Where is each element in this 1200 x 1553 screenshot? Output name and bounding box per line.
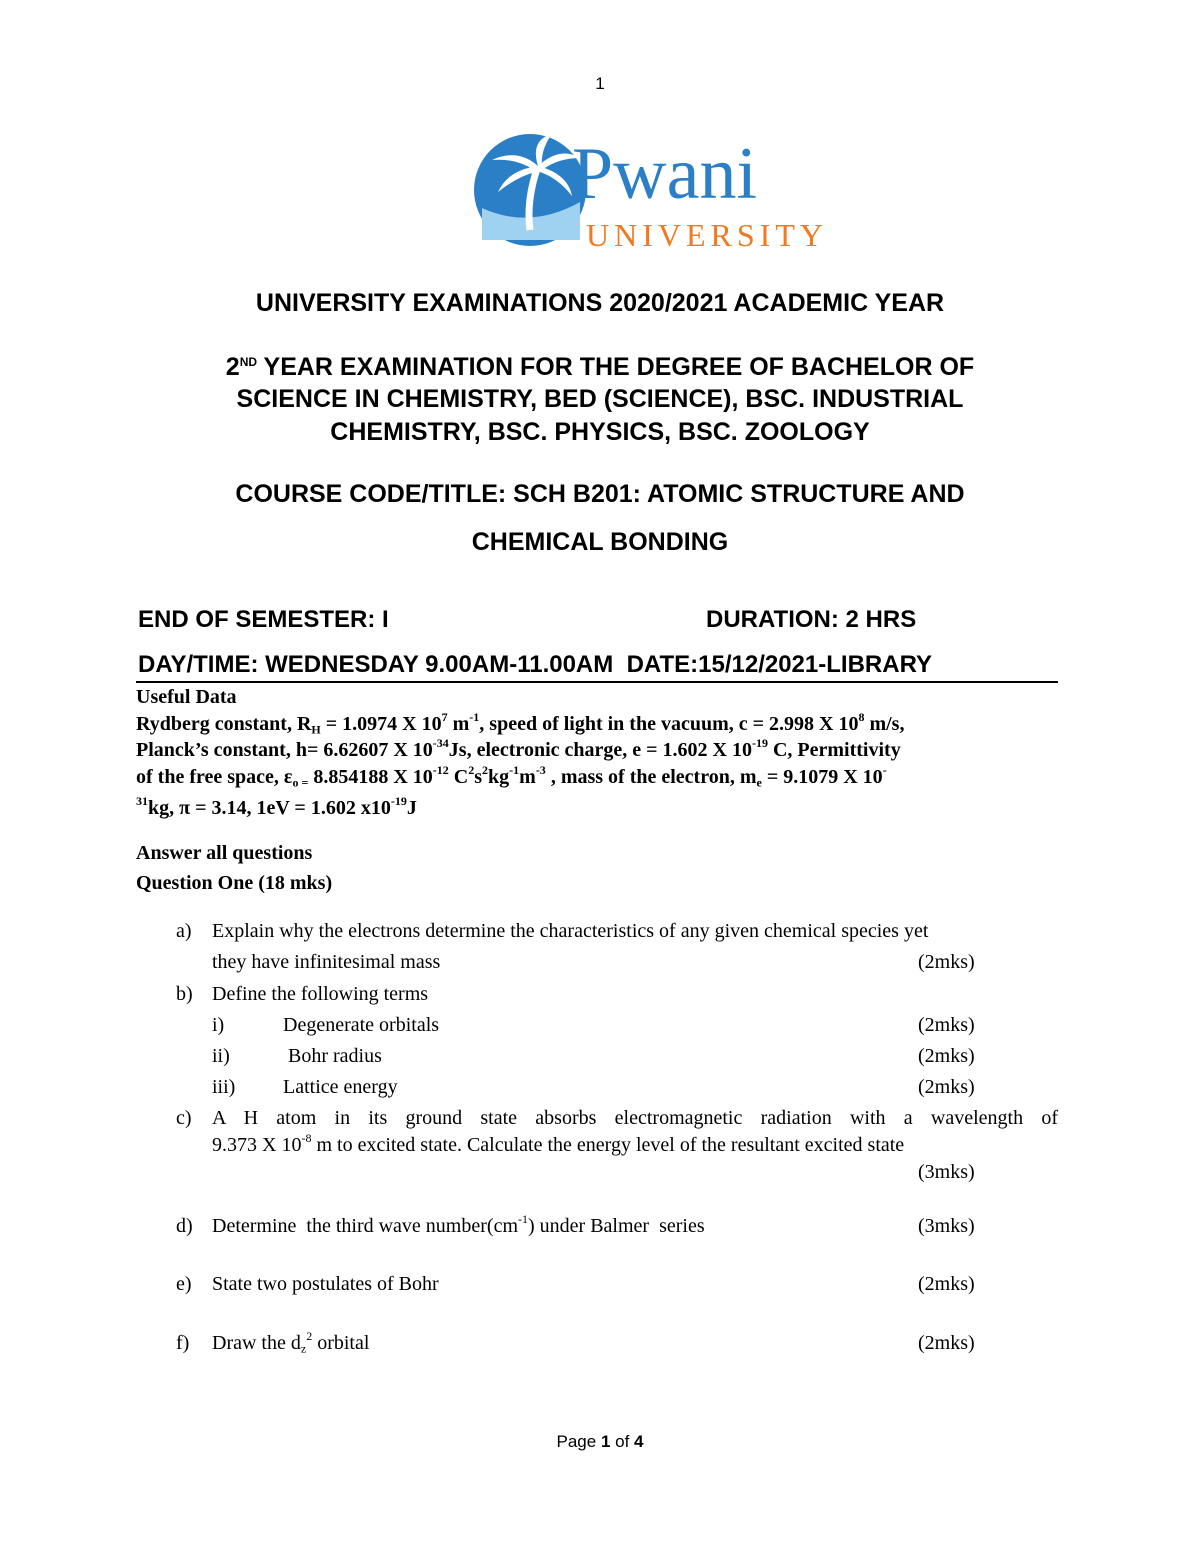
question-a-marks: (2mks) xyxy=(918,951,975,973)
useful-data-line-3: of the free space, $\varepsilon_{o =}$ 8.854188 X $10^{-12}$ $C^2s^2kg^{-1}m^{-3}$ , mass of the electron, $m_e = 9.1079$ X 10- xyxy=(136,763,887,790)
question-a-label: a) xyxy=(176,920,192,942)
question-a-line-2: they have infinitesimal mass xyxy=(212,951,441,973)
question-b-item-num: ii) xyxy=(212,1045,230,1067)
question-c-label: c) xyxy=(176,1107,192,1129)
course-title-line-1: COURSE CODE/TITLE: SCH B201: ATOMIC STRUCTURE AND xyxy=(235,480,965,508)
divider xyxy=(136,681,1058,683)
question-d-label: d) xyxy=(176,1215,193,1237)
page-footer: Page 1 of 4 xyxy=(556,1432,644,1451)
question-e-text: State two postulates of Bohr xyxy=(212,1273,439,1295)
question-c-marks: (3mks) xyxy=(918,1161,975,1183)
question-c-line-2: 9.373 X $10^{-8}$ m to excited state. Calculate the energy level of the resultant excited state xyxy=(212,1131,905,1156)
question-one-heading: Question One (18 mks) xyxy=(136,872,333,894)
course-title-line-2: CHEMICAL BONDING xyxy=(471,528,729,556)
degree-line-3: CHEMISTRY, BSC. PHYSICS, BSC. ZOOLOGY xyxy=(330,418,870,446)
day-time-date: DAY/TIME: WEDNESDAY 9.00AM-11.00AM DATE:15/12/2021-LIBRARY xyxy=(138,651,933,678)
useful-data-line-2: Planck’s constant, h= 6.62607 X $10^{-34}Js$, electronic charge, e = 1.602 X $10^{-19}$ C, Permittivity xyxy=(136,736,901,761)
question-b-item-marks: (2mks) xyxy=(918,1045,975,1067)
question-d-marks: (3mks) xyxy=(918,1215,975,1237)
question-b-item-text: Bohr radius xyxy=(283,1045,382,1067)
exam-title: UNIVERSITY EXAMINATIONS 2020/2021 ACADEMIC YEAR xyxy=(255,289,945,317)
useful-data-heading: Useful Data xyxy=(136,686,237,708)
question-a-line-1: Explain why the electrons determine the characteristics of any given chemical species yet xyxy=(212,920,929,942)
question-c-line-1: A H atom in its ground state absorbs electromagnetic radiation with a wavelength of xyxy=(212,1107,1058,1129)
useful-data-line-1: Rydberg constant, $R_H = 1.0974$ X $10^7$ $m^{-1}$, speed of light in the vacuum, c = 2.998 X $10^8$ m/s, xyxy=(136,710,905,737)
semester: END OF SEMESTER: I xyxy=(138,606,389,633)
question-f-marks: (2mks) xyxy=(918,1332,975,1354)
logo-name: Pwani xyxy=(572,133,757,215)
question-f-text: Draw the $d_z^2$ orbital xyxy=(212,1329,370,1356)
question-d-text: Determine the third wave $number(cm^{-1})$ under Balmer series xyxy=(212,1212,705,1237)
question-e-marks: (2mks) xyxy=(918,1273,975,1295)
page-number: 1 xyxy=(595,74,605,93)
answer-all-instruction: Answer all questions xyxy=(136,842,313,864)
university-logo xyxy=(468,130,828,253)
useful-data-line-4: $^{31}$kg, π = 3.14, 1eV = 1.602 $x10^{-19}J$ xyxy=(136,794,417,819)
degree-line-1: 2ND YEAR EXAMINATION FOR THE DEGREE OF BACHELOR OF xyxy=(225,353,975,381)
question-b-item-text: Degenerate orbitals xyxy=(283,1014,440,1036)
question-b-item-num: i) xyxy=(212,1014,225,1036)
question-b-label: b) xyxy=(176,983,193,1005)
question-f-label: f) xyxy=(176,1332,190,1354)
question-b-item-marks: (2mks) xyxy=(918,1076,975,1098)
degree-line-2: SCIENCE IN CHEMISTRY, BED (SCIENCE), BSC. INDUSTRIAL xyxy=(236,385,964,413)
question-b-item-text: Lattice energy xyxy=(283,1076,398,1098)
question-b-item-num: iii) xyxy=(212,1076,236,1098)
logo-subtitle: UNIVERSITY xyxy=(586,217,828,253)
duration: DURATION: 2 HRS xyxy=(706,606,917,633)
question-b-item-marks: (2mks) xyxy=(918,1014,975,1036)
question-b-text: Define the following terms xyxy=(212,983,429,1005)
question-e-label: e) xyxy=(176,1273,192,1295)
